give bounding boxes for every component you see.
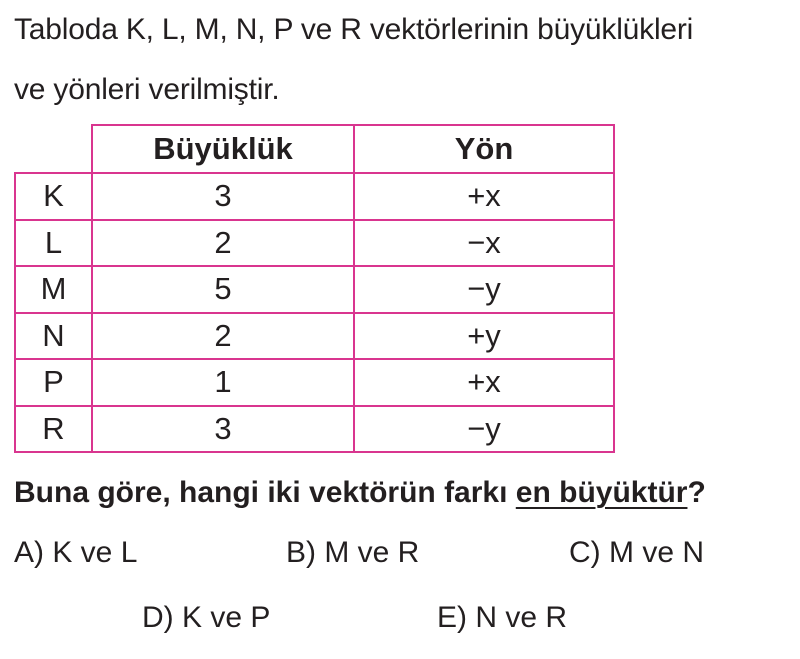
vector-magnitude: 2	[92, 220, 354, 267]
intro-line-1: Tabloda K, L, M, N, P ve R vektörlerinin büyüklükleri	[14, 13, 694, 46]
vector-direction: −x	[354, 220, 614, 267]
table-row	[15, 313, 614, 360]
vector-magnitude: 2	[92, 313, 354, 360]
vector-magnitude: 1	[92, 359, 354, 406]
vector-name: K	[15, 173, 92, 220]
table-row	[15, 220, 614, 267]
table-row	[15, 406, 614, 453]
intro-text	[14, 0, 794, 120]
intro-line-2: ve yönleri verilmiştir.	[14, 73, 280, 106]
table-row	[15, 359, 614, 406]
question-suffix: ?	[687, 476, 706, 509]
table-row	[15, 266, 614, 313]
vector-magnitude: 3	[92, 406, 354, 453]
header-magnitude: Büyüklük	[92, 125, 354, 173]
vector-direction: +x	[354, 359, 614, 406]
question-emphasis: en büyüktür	[515, 476, 688, 509]
option-c[interactable]: C) M ve N	[569, 536, 704, 569]
vector-direction: −y	[354, 406, 614, 453]
vector-name: P	[15, 359, 92, 406]
header-empty-cell	[15, 125, 92, 173]
header-direction: Yön	[354, 125, 614, 173]
option-b[interactable]: B) M ve R	[286, 536, 420, 569]
vector-direction: +x	[354, 173, 614, 220]
table-row	[15, 173, 614, 220]
option-a[interactable]: A) K ve L	[14, 536, 138, 569]
vector-name: N	[15, 313, 92, 360]
vector-name: L	[15, 220, 92, 267]
question-prefix: Buna göre, hangi iki vektörün farkı	[14, 476, 516, 509]
vector-table	[14, 124, 615, 453]
option-d[interactable]: D) K ve P	[142, 601, 271, 634]
table-header-row	[15, 125, 614, 173]
vector-name: M	[15, 266, 92, 313]
vector-direction: +y	[354, 313, 614, 360]
option-e[interactable]: E) N ve R	[437, 601, 568, 634]
vector-magnitude: 3	[92, 173, 354, 220]
question-text	[14, 476, 706, 510]
vector-name: R	[15, 406, 92, 453]
vector-magnitude: 5	[92, 266, 354, 313]
vector-direction: −y	[354, 266, 614, 313]
